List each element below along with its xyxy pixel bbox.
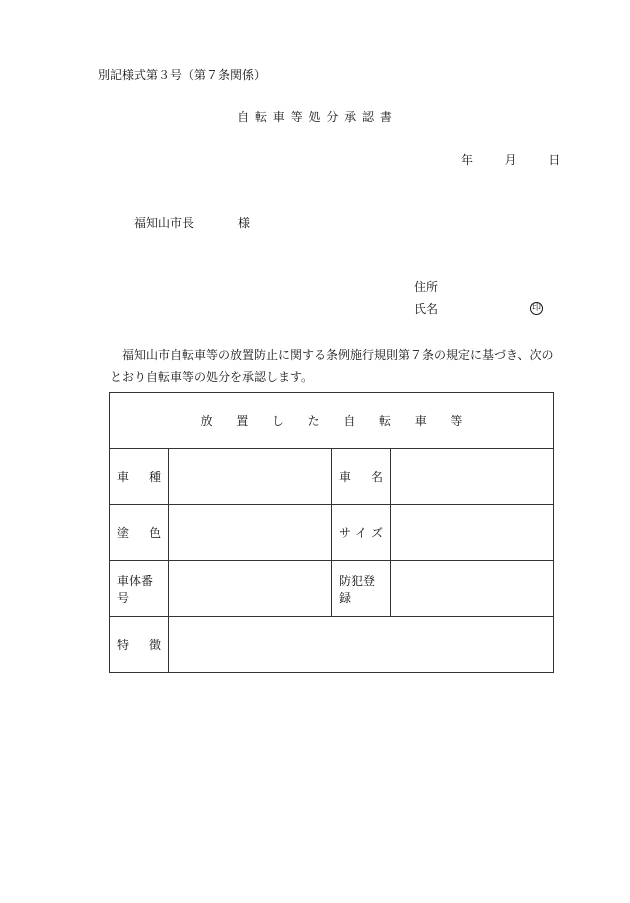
- vehicle-type-label: 車 種: [110, 449, 169, 505]
- body-text: 福知山市自転車等の放置防止に関する条例施行規則第７条の規定に基づき、次のとおり自転車等の処分を承認します。: [110, 348, 554, 384]
- table-row: [110, 449, 554, 505]
- features-label: 特 徴: [110, 617, 169, 673]
- header-char: 放: [200, 414, 213, 428]
- title-char: 承: [344, 110, 358, 124]
- table-header-title: [201, 412, 463, 429]
- features-value[interactable]: [169, 617, 554, 673]
- title-char: 車: [272, 110, 286, 124]
- addressee: [134, 214, 250, 231]
- date-year: 年: [461, 153, 474, 167]
- table-row: [110, 561, 554, 617]
- header-char: 車: [414, 414, 427, 428]
- crime-prevention-registration-value[interactable]: [391, 561, 554, 617]
- title-char: 書: [379, 110, 393, 124]
- table-header-row: [110, 393, 554, 449]
- frame-number-value[interactable]: [169, 561, 332, 617]
- size-label: サ イ ズ: [332, 505, 391, 561]
- bicycle-table: [109, 392, 554, 673]
- header-char: 等: [450, 414, 463, 428]
- header-char: し: [271, 414, 284, 428]
- form-number-label: 別記様式第３号（第７条関係）: [98, 68, 267, 82]
- table-row: [110, 505, 554, 561]
- frame-number-label: 車体番号: [110, 561, 169, 617]
- date-line: [461, 151, 560, 168]
- title-char: 処: [308, 110, 322, 124]
- title-char: 転: [254, 110, 268, 124]
- document-title: [0, 108, 630, 125]
- crime-prevention-registration-label: 防犯登録: [332, 561, 391, 617]
- seal-mark: [530, 299, 543, 315]
- date-month: 月: [504, 153, 517, 167]
- table-header-cell: [110, 393, 554, 449]
- vehicle-type-value[interactable]: [169, 449, 332, 505]
- header-char: た: [307, 414, 320, 428]
- title-char: 自: [237, 110, 251, 124]
- vehicle-name-label: 車 名: [332, 449, 391, 505]
- title-char: 認: [362, 110, 376, 124]
- seal-icon: 印: [531, 303, 541, 313]
- title-char: 等: [290, 110, 304, 124]
- address-label: 住所: [414, 280, 439, 294]
- header-char: 自: [343, 414, 356, 428]
- vehicle-name-value[interactable]: [391, 449, 554, 505]
- header-char: 転: [379, 414, 392, 428]
- size-value[interactable]: [391, 505, 554, 561]
- title-char: 分: [326, 110, 340, 124]
- name-label: 氏名: [414, 302, 439, 316]
- color-value[interactable]: [169, 505, 332, 561]
- table-row: [110, 617, 554, 673]
- header-char: 置: [236, 414, 249, 428]
- date-day: 日: [548, 153, 561, 167]
- color-label: 塗 色: [110, 505, 169, 561]
- addressee-name: 福知山市長: [134, 216, 195, 230]
- addressee-honorific: 様: [238, 216, 251, 230]
